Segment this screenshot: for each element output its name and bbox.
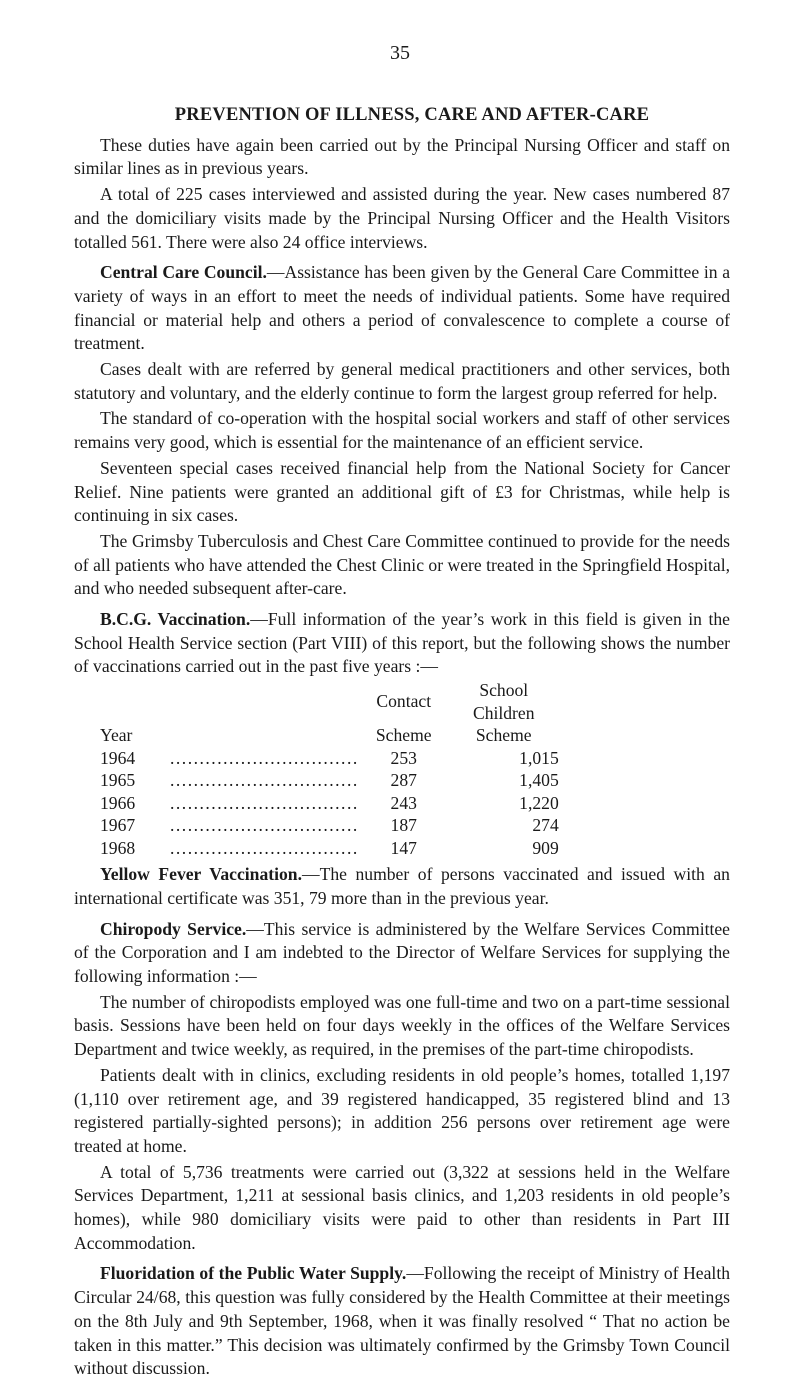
table-header-cell — [100, 679, 170, 724]
year-cell: 1966 — [100, 792, 136, 813]
yellow-fever-text: —The number of persons vaccinated and issued with an international certificate was 351, 79 more than in the previous year. — [74, 864, 730, 908]
section-title: PREVENTION OF ILLNESS, CARE AND AFTER-CARE — [174, 105, 650, 125]
table-header-cell — [170, 679, 359, 724]
central-care-paragraph: The Grimsby Tuberculosis and Chest Care Committee continued to provide for the needs of all patients who have attended the Chest Clinic or were treated in the Springfield Hospital, and who needed subsequent after-care. — [74, 530, 730, 599]
year-cell: 1967 — [100, 815, 136, 836]
fluoridation-text: —Following the receipt of Ministry of Health Circular 24/68, this question was fully considered by the Health Committee at their meetings on the 8th July and 9th September, 1968, when it was finally resolved “ That no action be taken in this matter.” This decision was ultimately confirmed by the Grimsby Town Council without discussion. — [74, 1263, 730, 1379]
dot-leader: ................................ — [170, 792, 359, 813]
bcg-heading: B.C.G. Vaccination. — [100, 609, 251, 630]
table-row — [100, 747, 565, 770]
yellow-fever-paragraph — [74, 863, 730, 910]
chiropody-paragraph: A total of 5,736 treatments were carried out (3,322 at sessions held in the Welfare Services Department, 1,211 at sessional basis clinics, and 1,203 residents in old people’s homes), while 980 domiciliary visits were paid to other than residents in Part III Accommodation. — [74, 1161, 730, 1253]
contact-cell: 147 — [390, 837, 417, 858]
table-header-cell: School Children — [472, 680, 535, 723]
table-header-row — [100, 679, 565, 724]
table-header-cell: Scheme — [475, 725, 532, 746]
contact-cell: 253 — [390, 747, 417, 768]
chiropody-heading: Chiropody Service. — [100, 918, 247, 939]
table-header-cell: Scheme — [375, 725, 432, 746]
central-care-heading: Central Care Council. — [100, 262, 267, 283]
table-header-cell — [170, 724, 359, 747]
year-cell: 1968 — [100, 837, 136, 858]
year-cell: 1965 — [100, 770, 136, 791]
intro-paragraph: These duties have again been carried out by the Principal Nursing Officer and staff on similar lines as in previous years. — [74, 134, 730, 179]
central-care-paragraph: The standard of co-operation with the hospital social workers and staff of other services remains very good, which is essential for the maintenance of an efficient service. — [74, 408, 730, 453]
bcg-paragraph — [74, 608, 730, 679]
chiropody-paragraph: Patients dealt with in clinics, excluding residents in old people’s homes, totalled 1,197 (1,110 over retirement age, and 39 registered handicapped, 35 registered blind and 13 registered partially-sighted persons); in addition 256 persons over retirement age were treated at home. — [74, 1064, 730, 1156]
page-content — [74, 104, 730, 1381]
chiropody-paragraph — [74, 918, 730, 989]
intro-paragraph: A total of 225 cases interviewed and assisted during the year. New cases numbered 87 and the domiciliary visits made by the Principal Nursing Officer and the Health Visitors totalled 561. There were also 24 office interviews. — [74, 184, 730, 252]
contact-cell: 243 — [390, 792, 417, 813]
dot-leader: ................................ — [170, 747, 359, 768]
school-cell: 274 — [532, 815, 559, 836]
year-cell: 1964 — [100, 747, 136, 768]
page-number: 35 — [390, 42, 410, 64]
dot-leader: ................................ — [170, 815, 359, 836]
table-row — [100, 837, 565, 860]
table-row — [100, 792, 565, 815]
school-cell: 1,220 — [519, 792, 559, 813]
school-cell: 1,405 — [519, 770, 559, 791]
bcg-text: —Full information of the year’s work in this field is given in the School Health Service section (Part VIII) of this report, but the following shows the number of vaccinations carried out in the past five years :— — [74, 609, 730, 677]
central-care-text: —Assistance has been given by the General Care Committee in a variety of ways in an effort to meet the needs of individual patients. Some have required financial or material help and others a period of convalescence to complete a course of treatment. — [74, 262, 730, 354]
fluoridation-paragraph — [74, 1262, 730, 1381]
bcg-vaccination-table — [100, 679, 565, 859]
central-care-paragraph — [74, 261, 730, 356]
chiropody-paragraph: The number of chiropodists employed was one full-time and two on a part-time sessional basis. Sessions have been held on four days weekly in the offices of the Welfare Services Department and twice weekly, as required, in the premises of the part-time chiropodists. — [74, 991, 730, 1060]
table-header-row — [100, 724, 565, 747]
school-cell: 1,015 — [519, 747, 559, 768]
table-header-cell: Year — [100, 725, 133, 746]
dot-leader: ................................ — [170, 770, 359, 791]
school-cell: 909 — [532, 837, 559, 858]
table-header-cell: Contact — [376, 691, 432, 712]
central-care-paragraph: Seventeen special cases received financial help from the National Society for Cancer Relief. Nine patients were granted an additional gift of £3 for Christmas, while help is continuing in six cases. — [74, 457, 730, 526]
table-row — [100, 769, 565, 792]
chiropody-text: —This service is administered by the Welfare Services Committee of the Corporation and I am indebted to the Director of Welfare Services for supplying the following information :— — [74, 918, 730, 986]
yellow-fever-heading: Yellow Fever Vaccination. — [100, 864, 302, 885]
contact-cell: 287 — [390, 770, 417, 791]
dot-leader: ................................ — [170, 837, 359, 858]
table-row — [100, 814, 565, 837]
fluoridation-heading: Fluoridation of the Public Water Supply. — [100, 1263, 407, 1284]
central-care-paragraph: Cases dealt with are referred by general medical practitioners and other services, both statutory and voluntary, and the elderly continue to form the largest group referred for help. — [74, 359, 730, 403]
contact-cell: 187 — [390, 815, 417, 836]
